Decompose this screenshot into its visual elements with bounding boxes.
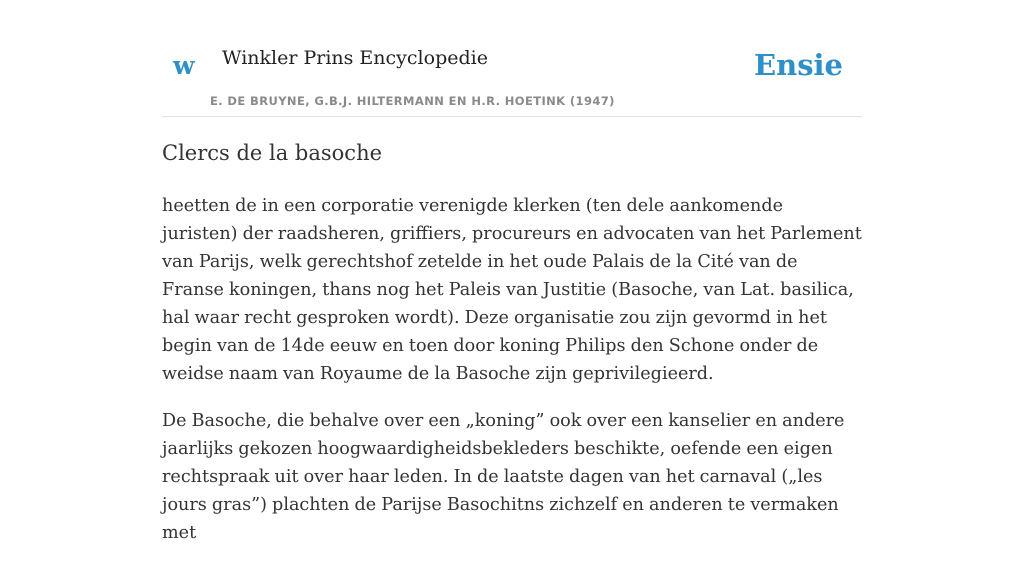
article-paragraph: heetten de in een corporatie verenigde klerken (ten dele aankomende juristen) der raadsheren, griffiers, procureurs en advocaten van het Parlement van Parijs, welk gerechtshof zetelde in het oude Palais de la Cité van de Franse koningen, thans nog het Paleis van Justitie (Basoche, van Lat. basilica, hal waar recht gesproken wordt). Deze organisatie zou zijn gevormd in het begin van de 14de eeuw en toen door koning Philips den Schone onder de weidse naam van Royaume de la Basoche zijn geprivilegieerd. <box>162 196 862 384</box>
article-title: Clercs de la basoche <box>162 141 383 165</box>
article-body <box>162 192 862 566</box>
encyclopedia-title[interactable]: Winkler Prins Encyclopedie <box>222 47 488 69</box>
encyclopedia-authors: E. DE BRUYNE, G.B.J. HILTERMANN EN H.R. HOETINK (1947) <box>210 94 615 108</box>
site-header <box>162 0 862 117</box>
article-paragraph: De Basoche, die behalve over een „koning” ook over een kanselier en andere jaarlijks gekozen hoogwaardigheidsbekleders beschikte, oefende een eigen rechtspraak uit over haar leden. In de laatste dagen van het carnaval („les jours gras”) plachten de Parijse Basochitns zichzelf en anderen te vermaken met <box>162 411 845 543</box>
ensie-logo[interactable]: Ensie <box>754 48 843 82</box>
winkler-prins-logo[interactable]: w <box>173 51 195 80</box>
